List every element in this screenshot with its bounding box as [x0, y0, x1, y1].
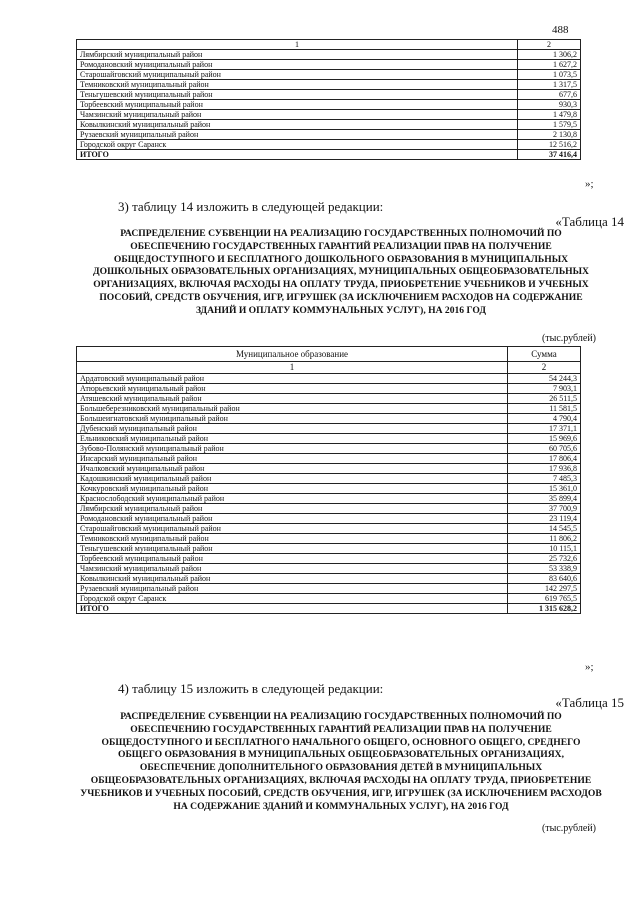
amount-value: 1 627,2	[518, 60, 581, 70]
municipality-name: Ковылкинский муниципальный район	[77, 574, 508, 584]
municipality-name: Ромодановский муниципальный район	[77, 60, 518, 70]
end-mark: »;	[585, 661, 594, 673]
amount-value: 23 119,4	[508, 514, 581, 524]
municipality-name: Инсарский муниципальный район	[77, 454, 508, 464]
table-row	[77, 484, 581, 494]
amount-value: 83 640,6	[508, 574, 581, 584]
column-header-municipality: Муниципальное образование	[77, 347, 508, 362]
table-row	[77, 534, 581, 544]
page-number: 488	[552, 24, 569, 36]
amount-value: 4 790,4	[508, 414, 581, 424]
table-14-title: РАСПРЕДЕЛЕНИЕ СУБВЕНЦИИ НА РЕАЛИЗАЦИЮ ГОСУДАРСТВЕННЫХ ПОЛНОМОЧИЙ ПО ОБЕСПЕЧЕНИЮ ГОСУДАРСТВЕННЫХ ГАРАНТИЙ РЕАЛИЗАЦИИ ПРАВ НА ПОЛУЧЕНИЕ ОБЩЕДОСТУПНОГО И БЕСПЛАТНОГО ДОШКОЛЬНОГО ОБРАЗОВАНИЯ В МУНИЦИПАЛЬНЫХ ДОШКОЛЬНЫХ ОБРАЗОВАТЕЛЬНЫХ ОРГАНИЗАЦИЯХ, МУНИЦИПАЛЬНЫХ ОБЩЕОБРАЗОВАТЕЛЬНЫХ ОРГАНИЗАЦИЯХ, ВКЛЮЧАЯ РАСХОДЫ НА ОПЛАТУ ТРУДА, ПРИОБРЕТЕНИЕ УЧЕБНИКОВ И УЧЕБНЫХ ПОСОБИЙ, СРЕДСТВ ОБУЧЕНИЯ, ИГР, ИГРУШЕК (ЗА ИСКЛЮЧЕНИЕМ РАСХОДОВ НА СОДЕРЖАНИЕ ЗДАНИЙ И ОПЛАТУ КОММУНАЛЬНЫХ УСЛУГ), НА 2016 ГОД	[93, 228, 589, 316]
municipality-name: Большеберезниковский муниципальный район	[77, 404, 508, 414]
table-row	[77, 584, 581, 594]
table-row	[77, 130, 581, 140]
table-row	[77, 554, 581, 564]
municipality-name: Атюрьевский муниципальный район	[77, 384, 508, 394]
table-row	[77, 60, 581, 70]
municipality-name: Ельниковский муниципальный район	[77, 434, 508, 444]
table-15-label: «Таблица 15	[555, 695, 624, 710]
amount-value: 142 297,5	[508, 584, 581, 594]
amount-value: 17 806,4	[508, 454, 581, 464]
municipality-name: Ардатовский муниципальный район	[77, 374, 508, 384]
table-row	[77, 140, 581, 150]
municipality-name: Рузаевский муниципальный район	[77, 584, 508, 594]
amount-value: 17 371,1	[508, 424, 581, 434]
table-15-title: РАСПРЕДЕЛЕНИЕ СУБВЕНЦИИ НА РЕАЛИЗАЦИЮ ГОСУДАРСТВЕННЫХ ПОЛНОМОЧИЙ ПО ОБЕСПЕЧЕНИЮ ГОСУДАРСТВЕННЫХ ГАРАНТИЙ РЕАЛИЗАЦИИ ПРАВ НА ПОЛУЧЕНИЕ ОБЩЕДОСТУПНОГО И БЕСПЛАТНОГО НАЧАЛЬНОГО ОБЩЕГО, ОСНОВНОГО ОБЩЕГО, СРЕДНЕГО ОБЩЕГО ОБРАЗОВАНИЯ В МУНИЦИПАЛЬНЫХ ОБЩЕОБРАЗОВАТЕЛЬНЫХ ОРГАНИЗАЦИЯХ, ОБЕСПЕЧЕНИЕ ДОПОЛНИТЕЛЬНОГО ОБРАЗОВАНИЯ ДЕТЕЙ В МУНИЦИПАЛЬНЫХ ОБЩЕОБРАЗОВАТЕЛЬНЫХ ОРГАНИЗАЦИЯХ, ВКЛЮЧАЯ РАСХОДЫ НА ОПЛАТУ ТРУДА, ПРИОБРЕТЕНИЕ УЧЕБНИКОВ И УЧЕБНЫХ ПОСОБИЙ, СРЕДСТВ ОБУЧЕНИЯ, ИГР, ИГРУШЕК (ЗА ИСКЛЮЧЕНИЕМ РАСХОДОВ НА СОДЕРЖАНИЕ ЗДАНИЙ И КОММУНАЛЬНЫХ УСЛУГ), НА 2016 ГОД	[80, 711, 602, 812]
table-row	[77, 424, 581, 434]
table-header-row	[77, 347, 581, 362]
amount-value: 930,3	[518, 100, 581, 110]
table-row	[77, 514, 581, 524]
municipality-name: Теньгушевский муниципальный район	[77, 544, 508, 554]
municipality-name: Зубово-Полянский муниципальный район	[77, 444, 508, 454]
table-row	[77, 444, 581, 454]
table-14-label: «Таблица 14	[555, 214, 624, 229]
amount-value: 14 545,5	[508, 524, 581, 534]
total-label: ИТОГО	[77, 150, 518, 160]
total-label: ИТОГО	[77, 604, 508, 614]
amount-value: 26 511,5	[508, 394, 581, 404]
table-row	[77, 70, 581, 80]
column-number-2: 2	[508, 362, 581, 374]
municipality-name: Городской округ Саранск	[77, 140, 518, 150]
amount-value: 2 130,8	[518, 130, 581, 140]
municipality-name: Дубенский муниципальный район	[77, 424, 508, 434]
table-row	[77, 594, 581, 604]
table-row	[77, 90, 581, 100]
table-row	[77, 110, 581, 120]
municipality-name: Ромодановский муниципальный район	[77, 514, 508, 524]
table-row	[77, 524, 581, 534]
table-prev-continued	[76, 39, 581, 160]
column-number-1: 1	[77, 40, 518, 50]
item-4-text: 4) таблицу 15 изложить в следующей редакции:	[118, 681, 384, 696]
total-value: 1 315 628,2	[508, 604, 581, 614]
table-14	[76, 346, 581, 614]
end-mark: »;	[585, 178, 594, 190]
amount-value: 12 516,2	[518, 140, 581, 150]
table-row	[77, 394, 581, 404]
amount-value: 1 479,8	[518, 110, 581, 120]
table-row	[77, 404, 581, 414]
municipality-name: Атяшевский муниципальный район	[77, 394, 508, 404]
table-row	[77, 434, 581, 444]
municipality-name: Лямбирский муниципальный район	[77, 504, 508, 514]
municipality-name: Большеигнатовский муниципальный район	[77, 414, 508, 424]
table-row	[77, 100, 581, 110]
municipality-name: Кадошкинский муниципальный район	[77, 474, 508, 484]
municipality-name: Лямбирский муниципальный район	[77, 50, 518, 60]
municipality-name: Чамзинский муниципальный район	[77, 110, 518, 120]
municipality-name: Чамзинский муниципальный район	[77, 564, 508, 574]
municipality-name: Краснослободский муниципальный район	[77, 494, 508, 504]
municipality-name: Торбеевский муниципальный район	[77, 100, 518, 110]
municipality-name: Темниковский муниципальный район	[77, 80, 518, 90]
table-row	[77, 384, 581, 394]
amount-value: 1 306,2	[518, 50, 581, 60]
column-header-sum: Сумма	[508, 347, 581, 362]
amount-value: 15 969,6	[508, 434, 581, 444]
amount-value: 1 579,5	[518, 120, 581, 130]
total-row	[77, 150, 581, 160]
table-row	[77, 414, 581, 424]
table-row	[77, 494, 581, 504]
column-number-1: 1	[77, 362, 508, 374]
amount-value: 53 338,9	[508, 564, 581, 574]
amount-value: 17 936,8	[508, 464, 581, 474]
municipality-name: Теньгушевский муниципальный район	[77, 90, 518, 100]
municipality-name: Ичалковский муниципальный район	[77, 464, 508, 474]
amount-value: 7 903,1	[508, 384, 581, 394]
municipality-name: Кочкуровский муниципальный район	[77, 484, 508, 494]
municipality-name: Торбеевский муниципальный район	[77, 554, 508, 564]
amount-value: 11 581,5	[508, 404, 581, 414]
table-row	[77, 120, 581, 130]
table-15-units: (тыс.рублей)	[541, 823, 596, 834]
item-3-text: 3) таблицу 14 изложить в следующей редакции:	[118, 199, 384, 214]
table-row	[77, 544, 581, 554]
amount-value: 7 485,3	[508, 474, 581, 484]
amount-value: 15 361,0	[508, 484, 581, 494]
table-row	[77, 564, 581, 574]
table-row	[77, 574, 581, 584]
table-row	[77, 474, 581, 484]
total-row	[77, 604, 581, 614]
table-row	[77, 80, 581, 90]
table-row	[77, 50, 581, 60]
municipality-name: Старошайговский муниципальный район	[77, 524, 508, 534]
amount-value: 677,6	[518, 90, 581, 100]
table-14-units: (тыс.рублей)	[541, 333, 596, 344]
municipality-name: Городской округ Саранск	[77, 594, 508, 604]
table-header-row	[77, 40, 581, 50]
amount-value: 35 899,4	[508, 494, 581, 504]
municipality-name: Старошайговский муниципальный район	[77, 70, 518, 80]
amount-value: 37 700,9	[508, 504, 581, 514]
municipality-name: Темниковский муниципальный район	[77, 534, 508, 544]
table-number-row	[77, 362, 581, 374]
total-value: 37 416,4	[518, 150, 581, 160]
amount-value: 60 705,6	[508, 444, 581, 454]
amount-value: 54 244,3	[508, 374, 581, 384]
amount-value: 1 317,5	[518, 80, 581, 90]
amount-value: 619 765,5	[508, 594, 581, 604]
table-row	[77, 504, 581, 514]
table-row	[77, 464, 581, 474]
amount-value: 10 115,1	[508, 544, 581, 554]
municipality-name: Рузаевский муниципальный район	[77, 130, 518, 140]
amount-value: 25 732,6	[508, 554, 581, 564]
column-number-2: 2	[518, 40, 581, 50]
municipality-name: Ковылкинский муниципальный район	[77, 120, 518, 130]
amount-value: 1 073,5	[518, 70, 581, 80]
table-row	[77, 374, 581, 384]
amount-value: 11 806,2	[508, 534, 581, 544]
table-row	[77, 454, 581, 464]
